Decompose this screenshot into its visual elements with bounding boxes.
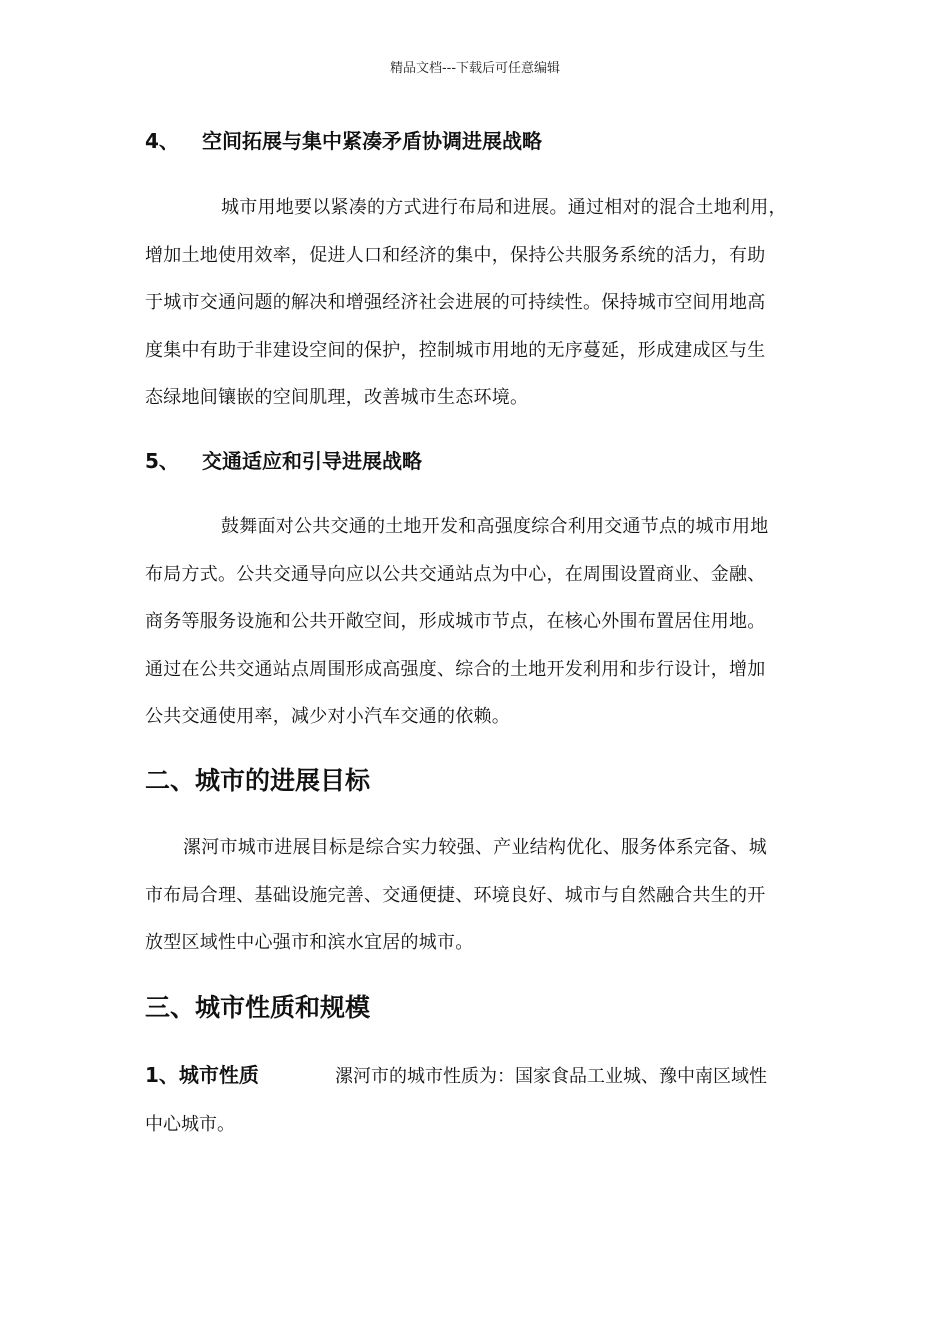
goals-line: 漯河市城市进展目标是综合实力较强、产业结构优化、服务体系完备、城 — [183, 837, 767, 858]
nature-heading: 三、城市性质和规模 — [145, 993, 371, 1022]
section-4-title: 空间拓展与集中紧凑矛盾协调进展战略 — [202, 129, 542, 153]
section-4-line: 于城市交通问题的解决和增强经济社会进展的可持续性。保持城市空间用地高 — [145, 292, 766, 313]
section-5-title: 交通适应和引导进展战略 — [202, 449, 422, 473]
nature-item-text: 漯河市的城市性质为：国家食品工业城、豫中南区域性 — [335, 1066, 767, 1087]
section-4-line: 增加土地使用效率，促进人口和经济的集中，保持公共服务系统的活力，有助 — [145, 244, 766, 266]
section-5-line: 通过在公共交通站点周围形成高强度、综合的土地开发利用和步行设计，增加 — [145, 658, 766, 680]
section-4-line: 度集中有助于非建设空间的保护，控制城市用地的无序蔓延，形成建成区与生 — [145, 339, 766, 361]
section-4-number: 4、 — [145, 129, 179, 153]
goals-line: 市布局合理、基础设施完善、交通便捷、环境良好、城市与自然融合共生的开 — [145, 884, 766, 906]
section-5-line: 商务等服务设施和公共开敞空间，形成城市节点，在核心外围布置居住用地。 — [145, 611, 766, 632]
section-4-heading — [145, 126, 542, 156]
page-header: 精品文档---下载后可任意编辑 — [389, 61, 561, 76]
goals-body — [145, 824, 805, 967]
section-5-body — [145, 503, 805, 741]
section-4-body — [145, 184, 805, 422]
section-4-line: 城市用地要以紧凑的方式进行布局和进展。通过相对的混合土地利用， — [221, 197, 787, 218]
nature-item-text-cont: 中心城市。 — [145, 1113, 235, 1135]
section-4-line: 态绿地间镶嵌的空间肌理，改善城市生态环境。 — [145, 387, 529, 408]
nature-item-label: 1、城市性质 — [145, 1063, 259, 1087]
section-5-line: 布局方式。公共交通导向应以公共交通站点为中心，在周围设置商业、金融、 — [145, 563, 766, 585]
section-5-heading — [145, 446, 422, 476]
section-5-line: 鼓舞面对公共交通的土地开发和高强度综合利用交通节点的城市用地 — [221, 516, 769, 537]
goals-heading: 二、城市的进展目标 — [145, 766, 371, 795]
goals-line: 放型区域性中心强市和滨水宜居的城市。 — [145, 932, 474, 953]
section-5-number: 5、 — [145, 449, 179, 473]
nature-item — [145, 1052, 805, 1148]
section-5-line: 公共交通使用率，减少对小汽车交通的依赖。 — [145, 706, 510, 727]
